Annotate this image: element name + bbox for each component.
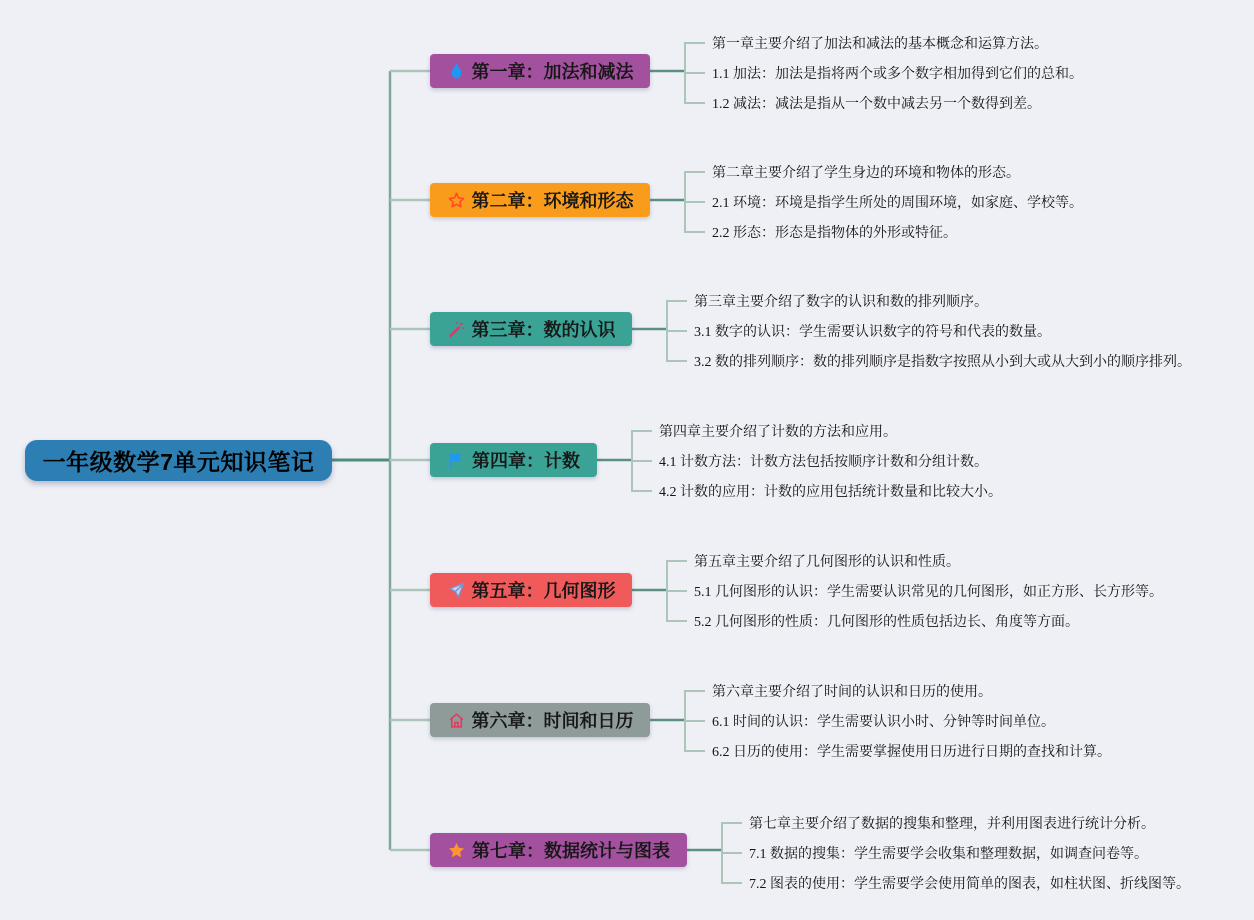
chapter-title: 第四章：计数 [472,451,580,471]
chapter-node-4[interactable] [430,443,597,477]
chapter-node-7[interactable] [430,833,687,867]
leaf-note[interactable]: 4.2 计数的应用：计数的应用包括统计数量和比较大小。 [659,485,1002,500]
leaf-rail-7 [722,823,742,883]
leaf-rail-3 [667,301,687,361]
leaf-note[interactable]: 1.2 减法：减法是指从一个数中减去另一个数得到差。 [712,97,1041,112]
leaf-note[interactable]: 5.2 几何图形的性质：几何图形的性质包括边长、角度等方面。 [694,615,1079,630]
chapter-title: 第三章：数的认识 [471,320,616,340]
leaf-note[interactable]: 第二章主要介绍了学生身边的环境和物体的形态。 [712,166,1020,181]
leaf-rail-5 [667,561,687,621]
leaf-note[interactable]: 第六章主要介绍了时间的认识和日历的使用。 [712,685,992,700]
flame-icon [447,62,466,81]
leaf-rail-1 [685,43,705,103]
leaf-note[interactable]: 7.1 数据的搜集：学生需要学会收集和整理数据，如调查问卷等。 [749,847,1148,862]
flag-icon [447,451,466,470]
leaf-note[interactable]: 3.2 数的排列顺序：数的排列顺序是指数字按照从小到大或从大到小的顺序排列。 [694,355,1191,370]
leaf-note[interactable]: 第三章主要介绍了数字的认识和数的排列顺序。 [694,295,988,310]
leaf-note[interactable]: 第七章主要介绍了数据的搜集和整理，并利用图表进行统计分析。 [749,817,1155,832]
chapter-node-2[interactable] [430,183,650,217]
chapter-node-1[interactable] [430,54,650,88]
leaf-rail-4 [632,431,652,491]
chapter-node-5[interactable] [430,573,632,607]
leaf-note[interactable]: 5.1 几何图形的认识：学生需要认识常见的几何图形，如正方形、长方形等。 [694,585,1163,600]
leaf-rail-2 [685,172,705,232]
leaf-note[interactable]: 2.2 形态：形态是指物体的外形或特征。 [712,226,957,241]
paper-plane-icon [447,581,466,600]
leaf-rail-6 [685,691,705,751]
magic-wand-icon [447,320,466,339]
chapter-node-3[interactable] [430,312,632,346]
chapter-title: 第一章：加法和减法 [471,62,634,82]
leaf-note[interactable]: 6.1 时间的认识：学生需要认识小时、分钟等时间单位。 [712,715,1055,730]
star-icon [447,841,466,860]
chapter-branch-lines [390,71,430,850]
leaf-note[interactable]: 第四章主要介绍了计数的方法和应用。 [659,425,897,440]
chapter-title: 第七章：数据统计与图表 [472,841,670,861]
home-icon [447,711,466,730]
leaf-note[interactable]: 1.1 加法：加法是指将两个或多个数字相加得到它们的总和。 [712,67,1083,82]
chapter-title: 第六章：时间和日历 [471,711,634,731]
leaf-note[interactable]: 第五章主要介绍了几何图形的认识和性质。 [694,555,960,570]
leaf-note[interactable]: 4.1 计数方法：计数方法包括按顺序计数和分组计数。 [659,455,988,470]
leaf-note[interactable]: 2.1 环境：环境是指学生所处的周围环境，如家庭、学校等。 [712,196,1083,211]
leaf-note[interactable]: 6.2 日历的使用：学生需要掌握使用日历进行日期的查找和计算。 [712,745,1111,760]
chapter-title: 第五章：几何图形 [471,581,616,601]
leaf-note[interactable]: 7.2 图表的使用：学生需要学会使用简单的图表，如柱状图、折线图等。 [749,877,1190,892]
root-node[interactable]: 一年级数学7单元知识笔记 [25,440,332,481]
leaf-note[interactable]: 3.1 数字的认识：学生需要认识数字的符号和代表的数量。 [694,325,1051,340]
chapter-node-6[interactable] [430,703,650,737]
leaf-note[interactable]: 第一章主要介绍了加法和减法的基本概念和运算方法。 [712,37,1048,52]
star-outline-icon [447,191,466,210]
chapter-title: 第二章：环境和形态 [471,191,634,211]
